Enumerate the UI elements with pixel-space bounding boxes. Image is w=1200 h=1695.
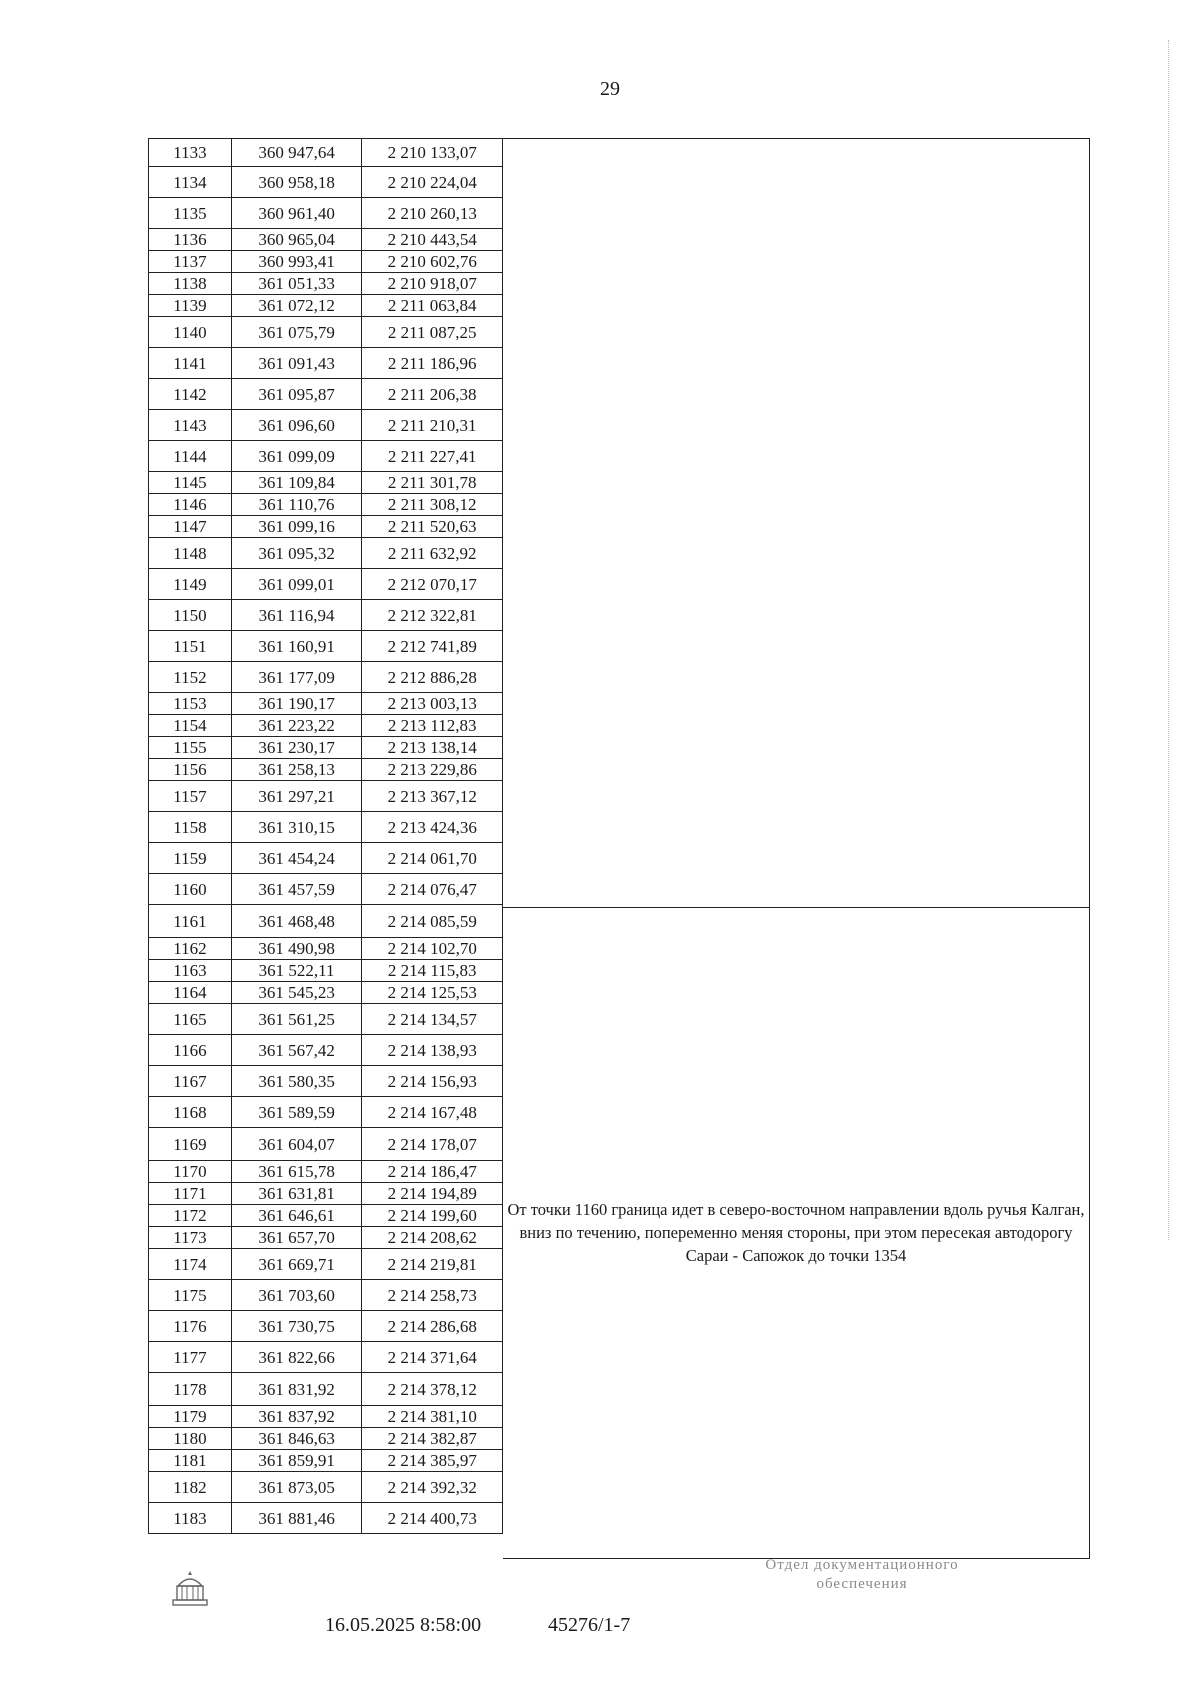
point-number-cell: 1169	[149, 1128, 232, 1161]
x-coordinate-cell: 361 072,12	[231, 295, 362, 317]
point-number-cell: 1158	[149, 812, 232, 843]
table-row	[149, 1280, 503, 1311]
point-number-cell: 1173	[149, 1227, 232, 1249]
table-row	[149, 167, 503, 198]
x-coordinate-cell: 361 190,17	[231, 693, 362, 715]
table-row	[149, 759, 503, 781]
x-coordinate-cell: 361 223,22	[231, 715, 362, 737]
point-number-cell: 1161	[149, 905, 232, 938]
y-coordinate-cell: 2 214 076,47	[362, 874, 503, 905]
table-row	[149, 982, 503, 1004]
x-coordinate-cell: 360 958,18	[231, 167, 362, 198]
y-coordinate-cell: 2 213 367,12	[362, 781, 503, 812]
y-coordinate-cell: 2 213 003,13	[362, 693, 503, 715]
point-number-cell: 1154	[149, 715, 232, 737]
table-row	[149, 843, 503, 874]
x-coordinate-cell: 361 468,48	[231, 905, 362, 938]
table-row	[149, 812, 503, 843]
x-coordinate-cell: 361 096,60	[231, 410, 362, 441]
y-coordinate-cell: 2 214 186,47	[362, 1161, 503, 1183]
y-coordinate-cell: 2 214 138,93	[362, 1035, 503, 1066]
y-coordinate-cell: 2 214 125,53	[362, 982, 503, 1004]
table-row	[149, 229, 503, 251]
x-coordinate-cell: 361 669,71	[231, 1249, 362, 1280]
point-number-cell: 1180	[149, 1428, 232, 1450]
x-coordinate-cell: 361 075,79	[231, 317, 362, 348]
point-number-cell: 1170	[149, 1161, 232, 1183]
table-row	[149, 295, 503, 317]
x-coordinate-cell: 361 881,46	[231, 1503, 362, 1534]
boundary-description: От точки 1160 граница идет в северо-восточном направлении вдоль ручья Калган, вниз по течению, попеременно меняя стороны, при этом пересекая автодорогу Сараи - Сапожок до точки 1354	[507, 1200, 1085, 1265]
x-coordinate-cell: 361 615,78	[231, 1161, 362, 1183]
y-coordinate-cell: 2 214 381,10	[362, 1406, 503, 1428]
point-number-cell: 1143	[149, 410, 232, 441]
y-coordinate-cell: 2 211 301,78	[362, 472, 503, 494]
x-coordinate-cell: 361 873,05	[231, 1472, 362, 1503]
point-number-cell: 1164	[149, 982, 232, 1004]
table-row	[149, 1035, 503, 1066]
y-coordinate-cell: 2 214 371,64	[362, 1342, 503, 1373]
y-coordinate-cell: 2 214 385,97	[362, 1450, 503, 1472]
x-coordinate-cell: 361 589,59	[231, 1097, 362, 1128]
y-coordinate-cell: 2 214 085,59	[362, 905, 503, 938]
table-row	[149, 960, 503, 982]
table-row	[149, 1406, 503, 1428]
point-number-cell: 1175	[149, 1280, 232, 1311]
x-coordinate-cell: 361 258,13	[231, 759, 362, 781]
point-number-cell: 1155	[149, 737, 232, 759]
table-row	[149, 1161, 503, 1183]
point-number-cell: 1160	[149, 874, 232, 905]
x-coordinate-cell: 361 099,01	[231, 569, 362, 600]
y-coordinate-cell: 2 212 741,89	[362, 631, 503, 662]
point-number-cell: 1149	[149, 569, 232, 600]
y-coordinate-cell: 2 211 087,25	[362, 317, 503, 348]
point-number-cell: 1171	[149, 1183, 232, 1205]
x-coordinate-cell: 361 160,91	[231, 631, 362, 662]
y-coordinate-cell: 2 214 115,83	[362, 960, 503, 982]
x-coordinate-cell: 361 095,87	[231, 379, 362, 410]
table-row	[149, 410, 503, 441]
point-number-cell: 1179	[149, 1406, 232, 1428]
x-coordinate-cell: 361 457,59	[231, 874, 362, 905]
table-row	[149, 472, 503, 494]
point-number-cell: 1150	[149, 600, 232, 631]
y-coordinate-cell: 2 214 286,68	[362, 1311, 503, 1342]
x-coordinate-cell: 361 604,07	[231, 1128, 362, 1161]
x-coordinate-cell: 361 646,61	[231, 1205, 362, 1227]
y-coordinate-cell: 2 211 227,41	[362, 441, 503, 472]
x-coordinate-cell: 361 051,33	[231, 273, 362, 295]
x-coordinate-cell: 361 567,42	[231, 1035, 362, 1066]
point-number-cell: 1159	[149, 843, 232, 874]
point-number-cell: 1165	[149, 1004, 232, 1035]
emblem-logo-icon	[168, 1568, 212, 1610]
table-row	[149, 600, 503, 631]
x-coordinate-cell: 360 947,64	[231, 139, 362, 167]
y-coordinate-cell: 2 211 186,96	[362, 348, 503, 379]
table-row	[149, 1503, 503, 1534]
y-coordinate-cell: 2 214 400,73	[362, 1503, 503, 1534]
x-coordinate-cell: 361 095,32	[231, 538, 362, 569]
y-coordinate-cell: 2 214 194,89	[362, 1183, 503, 1205]
y-coordinate-cell: 2 210 918,07	[362, 273, 503, 295]
x-coordinate-cell: 361 522,11	[231, 960, 362, 982]
y-coordinate-cell: 2 212 886,28	[362, 662, 503, 693]
table-row	[149, 1373, 503, 1406]
point-number-cell: 1177	[149, 1342, 232, 1373]
x-coordinate-cell: 361 230,17	[231, 737, 362, 759]
point-number-cell: 1181	[149, 1450, 232, 1472]
x-coordinate-cell: 361 859,91	[231, 1450, 362, 1472]
point-number-cell: 1178	[149, 1373, 232, 1406]
x-coordinate-cell: 361 631,81	[231, 1183, 362, 1205]
y-coordinate-cell: 2 214 258,73	[362, 1280, 503, 1311]
y-coordinate-cell: 2 213 112,83	[362, 715, 503, 737]
description-cell-upper	[503, 138, 1090, 908]
y-coordinate-cell: 2 214 382,87	[362, 1428, 503, 1450]
table-row	[149, 938, 503, 960]
table-row	[149, 1004, 503, 1035]
y-coordinate-cell: 2 210 133,07	[362, 139, 503, 167]
point-number-cell: 1144	[149, 441, 232, 472]
x-coordinate-cell: 361 831,92	[231, 1373, 362, 1406]
point-number-cell: 1151	[149, 631, 232, 662]
point-number-cell: 1153	[149, 693, 232, 715]
table-row	[149, 781, 503, 812]
table-row	[149, 198, 503, 229]
x-coordinate-cell: 360 961,40	[231, 198, 362, 229]
y-coordinate-cell: 2 214 178,07	[362, 1128, 503, 1161]
table-row	[149, 1227, 503, 1249]
point-number-cell: 1142	[149, 379, 232, 410]
table-row	[149, 317, 503, 348]
y-coordinate-cell: 2 211 210,31	[362, 410, 503, 441]
x-coordinate-cell: 361 580,35	[231, 1066, 362, 1097]
table-row	[149, 1428, 503, 1450]
table-row	[149, 1066, 503, 1097]
table-row	[149, 251, 503, 273]
point-number-cell: 1152	[149, 662, 232, 693]
point-number-cell: 1139	[149, 295, 232, 317]
y-coordinate-cell: 2 214 167,48	[362, 1097, 503, 1128]
table-row	[149, 662, 503, 693]
coordinates-frame	[148, 138, 1090, 1558]
y-coordinate-cell: 2 211 308,12	[362, 494, 503, 516]
y-coordinate-cell: 2 214 392,32	[362, 1472, 503, 1503]
x-coordinate-cell: 361 454,24	[231, 843, 362, 874]
point-number-cell: 1176	[149, 1311, 232, 1342]
point-number-cell: 1163	[149, 960, 232, 982]
y-coordinate-cell: 2 210 443,54	[362, 229, 503, 251]
table-row	[149, 441, 503, 472]
point-number-cell: 1174	[149, 1249, 232, 1280]
x-coordinate-cell: 361 703,60	[231, 1280, 362, 1311]
point-number-cell: 1167	[149, 1066, 232, 1097]
x-coordinate-cell: 361 561,25	[231, 1004, 362, 1035]
footer-document-number: 45276/1-7	[548, 1614, 631, 1636]
y-coordinate-cell: 2 210 602,76	[362, 251, 503, 273]
point-number-cell: 1141	[149, 348, 232, 379]
point-number-cell: 1162	[149, 938, 232, 960]
y-coordinate-cell: 2 210 224,04	[362, 167, 503, 198]
y-coordinate-cell: 2 212 070,17	[362, 569, 503, 600]
y-coordinate-cell: 2 211 063,84	[362, 295, 503, 317]
table-row	[149, 1249, 503, 1280]
coordinates-table	[148, 138, 503, 1534]
table-row	[149, 693, 503, 715]
y-coordinate-cell: 2 214 199,60	[362, 1205, 503, 1227]
y-coordinate-cell: 2 214 219,81	[362, 1249, 503, 1280]
y-coordinate-cell: 2 211 206,38	[362, 379, 503, 410]
table-row	[149, 273, 503, 295]
x-coordinate-cell: 361 545,23	[231, 982, 362, 1004]
x-coordinate-cell: 361 837,92	[231, 1406, 362, 1428]
x-coordinate-cell: 360 965,04	[231, 229, 362, 251]
x-coordinate-cell: 361 730,75	[231, 1311, 362, 1342]
table-row	[149, 348, 503, 379]
point-number-cell: 1172	[149, 1205, 232, 1227]
y-coordinate-cell: 2 213 424,36	[362, 812, 503, 843]
stamp-line-2: обеспечения	[816, 1576, 908, 1592]
point-number-cell: 1166	[149, 1035, 232, 1066]
coordinates-table-body	[149, 139, 503, 1534]
x-coordinate-cell: 361 116,94	[231, 600, 362, 631]
x-coordinate-cell: 361 109,84	[231, 472, 362, 494]
description-cell-lower	[503, 906, 1090, 1559]
point-number-cell: 1134	[149, 167, 232, 198]
point-number-cell: 1140	[149, 317, 232, 348]
point-number-cell: 1168	[149, 1097, 232, 1128]
y-coordinate-cell: 2 211 520,63	[362, 516, 503, 538]
page-number: 29	[600, 78, 620, 100]
x-coordinate-cell: 361 091,43	[231, 348, 362, 379]
table-row	[149, 715, 503, 737]
footer-datetime: 16.05.2025 8:58:00	[325, 1614, 482, 1636]
y-coordinate-cell: 2 213 138,14	[362, 737, 503, 759]
point-number-cell: 1183	[149, 1503, 232, 1534]
table-row	[149, 1183, 503, 1205]
y-coordinate-cell: 2 214 061,70	[362, 843, 503, 874]
point-number-cell: 1182	[149, 1472, 232, 1503]
table-row	[149, 494, 503, 516]
table-row	[149, 874, 503, 905]
table-row	[149, 379, 503, 410]
point-number-cell: 1137	[149, 251, 232, 273]
y-coordinate-cell: 2 214 134,57	[362, 1004, 503, 1035]
y-coordinate-cell: 2 214 378,12	[362, 1373, 503, 1406]
point-number-cell: 1156	[149, 759, 232, 781]
table-row	[149, 516, 503, 538]
x-coordinate-cell: 361 657,70	[231, 1227, 362, 1249]
x-coordinate-cell: 361 099,16	[231, 516, 362, 538]
table-row	[149, 737, 503, 759]
table-row	[149, 1450, 503, 1472]
point-number-cell: 1135	[149, 198, 232, 229]
y-coordinate-cell: 2 214 102,70	[362, 938, 503, 960]
x-coordinate-cell: 361 490,98	[231, 938, 362, 960]
point-number-cell: 1147	[149, 516, 232, 538]
table-row	[149, 1342, 503, 1373]
x-coordinate-cell: 361 297,21	[231, 781, 362, 812]
point-number-cell: 1146	[149, 494, 232, 516]
point-number-cell: 1138	[149, 273, 232, 295]
y-coordinate-cell: 2 213 229,86	[362, 759, 503, 781]
y-coordinate-cell: 2 214 156,93	[362, 1066, 503, 1097]
table-row	[149, 905, 503, 938]
x-coordinate-cell: 361 310,15	[231, 812, 362, 843]
point-number-cell: 1157	[149, 781, 232, 812]
point-number-cell: 1145	[149, 472, 232, 494]
table-row	[149, 1097, 503, 1128]
department-stamp	[722, 1556, 1002, 1594]
table-row	[149, 538, 503, 569]
table-row	[149, 1311, 503, 1342]
y-coordinate-cell: 2 212 322,81	[362, 600, 503, 631]
x-coordinate-cell: 361 110,76	[231, 494, 362, 516]
x-coordinate-cell: 361 822,66	[231, 1342, 362, 1373]
x-coordinate-cell: 361 177,09	[231, 662, 362, 693]
point-number-cell: 1133	[149, 139, 232, 167]
scan-edge-mark	[1168, 40, 1170, 1240]
y-coordinate-cell: 2 210 260,13	[362, 198, 503, 229]
table-row	[149, 1472, 503, 1503]
point-number-cell: 1148	[149, 538, 232, 569]
point-number-cell: 1136	[149, 229, 232, 251]
table-row	[149, 569, 503, 600]
table-row	[149, 1128, 503, 1161]
x-coordinate-cell: 361 846,63	[231, 1428, 362, 1450]
table-row	[149, 1205, 503, 1227]
x-coordinate-cell: 360 993,41	[231, 251, 362, 273]
table-row	[149, 139, 503, 167]
y-coordinate-cell: 2 211 632,92	[362, 538, 503, 569]
table-row	[149, 631, 503, 662]
y-coordinate-cell: 2 214 208,62	[362, 1227, 503, 1249]
x-coordinate-cell: 361 099,09	[231, 441, 362, 472]
stamp-line-1: Отдел документационного	[765, 1557, 959, 1573]
